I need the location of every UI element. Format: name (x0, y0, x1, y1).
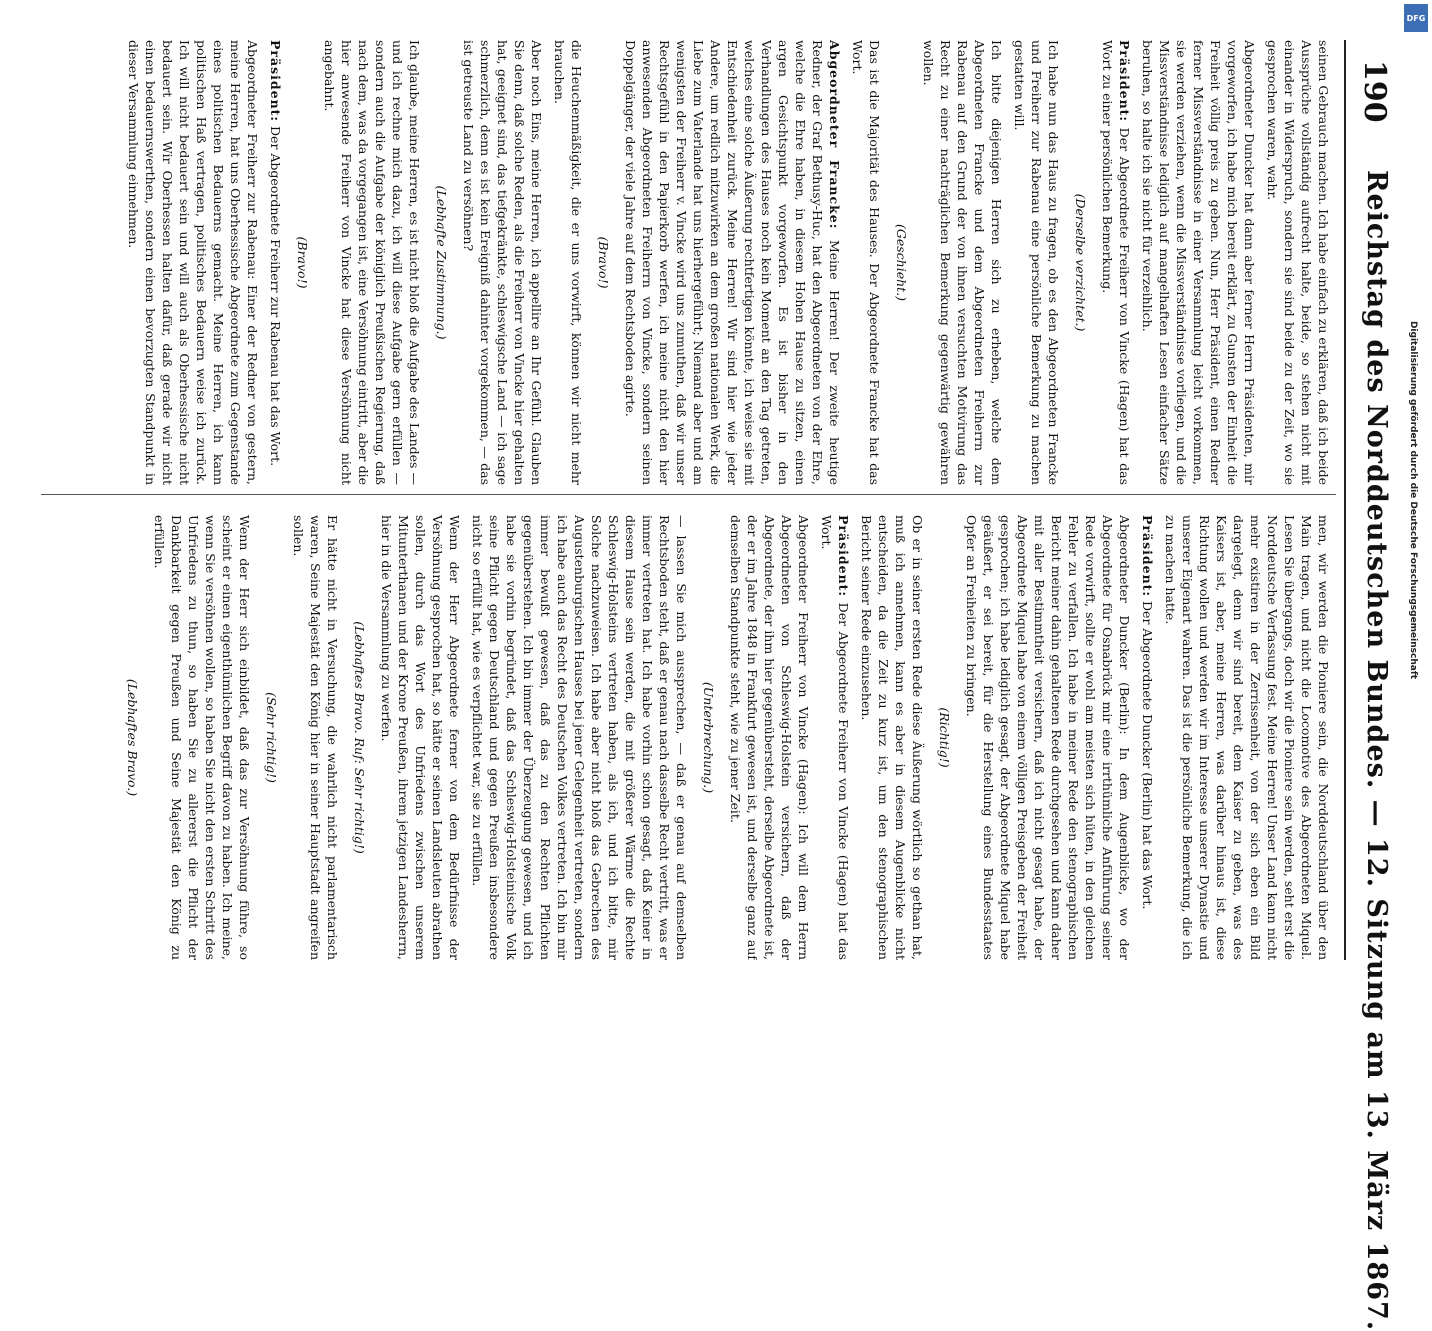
speech-paragraph (1099, 40, 1133, 485)
speech-paragraph (1139, 515, 1156, 960)
header-rule (1344, 40, 1346, 960)
speaker-label: Präsident: (1140, 515, 1155, 598)
speaker-label: Präsident: (836, 515, 851, 598)
body-paragraph: Wenn der Herr sich einbildet, daß das zur Versöhnung führe, so scheint er einen eigenthümlichen Begriff davon zu haben. Ich meine, wenn Sie versöhnen wollen, so haben Sie nicht den ersten Schritt des Unfriedens zu thun, so haben Sie zu allererst die Pflicht der Dankbarkeit gegen Preußen und Seine Majestät den König zu erfüllen. (152, 515, 252, 960)
stage-direction: (Lebhaftes Bravo. Ruf: Sehr richtig!) (352, 621, 367, 854)
body-paragraph: Abgeordneter Freiherr zur Rabenau: Einer der Redner von gestern, meine Herren, hat uns Oberhessische Abgeordnete zum Gegenstande eines politischen Bedauerns gemacht. Meine Herren, ich kann politischen Haß vertragen, politisches Bedauern weise ich zurück. Ich will nicht bedauert sein und will auch als Oberhessische nicht bedauert sein. Wir Oberhessen halten dafür, daß gerade wir nicht einen bedauernswerthen, sondern einen bevorzugten Standpunkt in dieser Versammlung einnehmen. (126, 40, 260, 485)
body-paragraph: Ich habe nun das Haus zu fragen, ob es den Abgeordneten Francke und Freiherr zur Rabenau eine persönliche Bemerkung zu machen gestatten will. (1012, 40, 1061, 485)
stage-direction: (Richtig!) (937, 707, 952, 768)
right-column (42, 515, 1332, 960)
left-column (42, 40, 1332, 485)
running-title: Reichstag des Norddeutschen Bundes. — 12. Sitzung am 13. März 1867. (1361, 170, 1392, 1331)
body-paragraph: Das ist die Majorität des Hauses. Der Abgeordnete Francke hat das Wort. (850, 40, 882, 485)
body-paragraph: Abgeordneter Duncker (Berlin): In dem Augenblicke, wo der Abgeordnete für Osnabrück mir eine irrthümliche Anführung seiner Rede vorwirft, sollte er wohl am meisten sich hüten, in den gleichen Fehler zu verfallen. Ich habe in meiner Rede den stenographischen Bericht meiner dahin gehaltenen Rede durchgesehen und kann daher mit aller Bestimmtheit versichern, daß ich nicht gesagt habe, der Abgeordnete Miquel habe von einem völligen Preisgeben der Freiheit gesprochen; ich habe lediglich gesagt, der Abgeordnete Miquel habe geäußert, er sei bereit, für die Herstellung eines Bundesstaates Opfer an Freiheiten zu bringen. (964, 515, 1132, 960)
stage-direction: (Lebhaftes Bravo.) (125, 678, 140, 797)
body-paragraph: Er hätte nicht in Versuchung, die wahrlich nicht parlamentarisch waren, Seine Majestät den König hier in seiner Hauptstadt angreifen sollen. (291, 515, 340, 960)
speech-text: Der Abgeordnete Freiherr zur Rabenau hat das Wort. (268, 126, 283, 467)
speech-text: Der Abgeordnete Freiherr von Vincke (Hagen) hat das Wort. (819, 515, 851, 960)
body-paragraph: Ob er in seiner ersten Rede diese Äußerung wörtlich so gethan hat, muß ich annehmen, kann es aber in diesem Augenblicke nicht entscheiden, da die Zeit zu kurz ist, um den stenographischen Bericht seiner Rede einzusehen. (859, 515, 925, 960)
stage-direction: (Geschieht.) (894, 223, 909, 302)
body-paragraph: die Heuchenmäßigkeit, die er uns vorwirft, können wir nicht mehr brauchen. (552, 40, 584, 485)
stage-direction: (Sehr richtig!) (264, 692, 279, 783)
speech-paragraph (622, 40, 843, 485)
page-number: 190 (1357, 60, 1392, 123)
speech-paragraph (267, 40, 284, 485)
body-paragraph: men, wir werden die Pioniere sein, die Norddeutschland über den Main tragen, und nicht die Locomotive des Abgeordneten Miquel. Lesen Sie übergangs, doch wir die Pioniere sein werden, seht erst die Norddeutsche Verfassung fest. Meine Herren! Unser Land kann nicht mehr existiren in der Zerrissenheit, von der sich eben ein Bild dargelegt, denn wir sind bereit, dem Kaiser zu geben, was des Kaisers ist, aber, meine Herren, was darüber hinaus ist, diese Richtung wollen und werden wir im Interesse unserer Dynastie und unserer Eigenart wahren. Das ist die persönliche Bemerkung, die ich zu machen hatte. (1163, 515, 1331, 960)
body-paragraph: Aber noch Eins, meine Herren, ich appellire an Ihr Gefühl. Glauben Sie denn, daß solche Reden, als die Freiherr von Vincke hier gehalten hat, geeignet sind, das tiefgekränkte, schleswigsche Land — ich sage schmerzlich, denn es ist kein Ereigniß dahinter vorgekommen, — das ist getreuste Land zu versöhnen? (461, 40, 544, 485)
document-page (26, 20, 1406, 1331)
dfg-logo: DFG (1404, 4, 1428, 32)
speech-text: Meine Herren! Der zweite heutige Redner, der Graf Bethusy-Huc, hat den Abgeordneten von der Ehre, welche die Ehre haben, in diesem Hohen Hause zu sitzen, einen argen Gesichtspunkt vorgeworfen. Es ist bisher in den Verhandlungen des Hauses noch kein Moment an den Tag getreten, welches eine solche Äußerung rechtfertigen könnte, ich weise sie mit Entschiedenheit zurück. Meine Herren! Wir sind hier wie jeder Andere, um redlich mitzuwirken an dem großen nationalen Werk, die Liebe zum Vaterlande hat uns hierhergeführt; Niemand aber und am wenigsten der Freiherr v. Vincke wird uns zumuthen, daß wir unser Rechtsgefühl in den Papierkorb werfen, ich meine nicht den hier anwesenden Abgeordneten Freiherrn von Vincke, sondern seinen Doppelgänger, der viele Jahre auf dem Rechtsboden agirte. (623, 40, 842, 485)
stage-direction: (Derselbe verzichtet.) (1073, 193, 1088, 332)
speech-text: Der Abgeordnete Freiherr von Vincke (Hagen) hat das Wort zu einer persönlichen Bemerkung. (1100, 40, 1132, 485)
body-paragraph: Wenn der Herr Abgeordnete ferner von dem Bedürfnisse der Versöhnung gesprochen hat, so hätte er seinen Landsleuten abrathen sollen, durch das Wort des Unfriedens zwischen unserem Mitunterthanen und der Krone Preußen, ihrem jetzigen Landesherrn, hier in die Versammlung zu werfen. (379, 515, 462, 960)
stage-direction: (Bravo!) (596, 236, 611, 289)
speech-paragraph (818, 515, 852, 960)
stage-direction: (Unterbrechung.) (701, 681, 716, 794)
page-header (1346, 20, 1406, 1331)
body-paragraph: Abgeordneter Duncker hat dann aber ferner Herrn Präsidenten, mir vorgeworfen, ich habe mich bereit erklärt, zu Gunsten der Einheit die Freiheit völlig preis zu geben. Nun, Herr Präsident, einen Redner ferner Missverständnisse in einer Versammlung leicht vorkommen, sie werden verziehen, wenn die Missverständnisse vorliegen, und die Missverständnisse lediglich auf mangelhaften Lesen einfacher Sätze beruhen, so halte ich sie nicht für verzeihlich. (1140, 40, 1257, 485)
body-paragraph: Ich bitte diejenigen Herren sich zu erheben, welche dem Abgeordneten Francke und dem Abgeordneten Freiherrn zur Rabenau auf den Grund der von ihnen versuchten Motivirung das Recht zu einer nachträglichen Bemerkung gegenwärtig gewähren wollen. (921, 40, 1004, 485)
speech-text: Der Abgeordnete Duncker (Berlin) hat das Wort. (1140, 601, 1155, 910)
speaker-label: Präsident: (1117, 40, 1132, 123)
body-paragraph: seinen Gebrauch machen. Ich habe einfach zu erklären, daß ich beide Aussprüche vollständig aufrecht halte, beide, so stehen nicht mit einander in Widerspruch, sondern sie sind beide zu der Zeit, wo sie gesprochen waren, wahr. (1265, 40, 1331, 485)
funding-note: Digitalisierung gefördert durch die Deutsche Forschungsgemeinschaft (1408, 320, 1418, 680)
body-paragraph: Abgeordneter Freiherr von Vincke (Hagen): Ich will dem Herrn Abgeordneten von Schleswig-Holstein versichern, daß der Abgeordnete, der ihm hier gegenübersteht, derselbe Abgeordnete ist, der er im Jahre 1848 in Frankfurt gewesen ist, und derselbe ganz auf demselben Standpunkte steht, wie zu jener Zeit. (728, 515, 811, 960)
column-separator (41, 494, 1336, 495)
stage-direction: (Bravo!) (295, 236, 310, 289)
stage-direction: (Lebhafte Zustimmung.) (434, 185, 449, 340)
body-paragraph: — lassen Sie mich aussprechen, — daß er genau auf demselben Rechtsboden steht, daß er genau nach dasselbe Recht vertritt, was er immer vertreten hat. Ich habe vorhin schon gesagt, daß Keiner in diesem Hause sein werden, die mit größerer Wärme die Rechte Schleswig-Holsteins vertreten haben, als ich, und ich bitte, mir Solche nachzuweisen. Ich habe aber nicht bloß das Gebrechen des Augustenburgischen Hauses bei jener Gelegenheit vertreten, sondern ich habe auch das Recht des Deutschen Volkes vertreten. Ich bin mir immer bewußt gewesen, daß das zu den Rechten Pflichten gegenüberstehen. Ich bin immer der Überzeugung gewesen, und ich habe sie vorhin begründet, daß das Schleswig-Holsteinische Volk seine Pflicht gegen Deutschland und gegen Preußen insbesondere nicht so erfüllt hat, wie es verpflichtet war, sie zu erfüllen. (470, 515, 689, 960)
body-paragraph: Ich glaube, meine Herren, es ist nicht bloß die Aufgabe des Landes — und ich rechne mich dazu, ich will diese Aufgabe gern erfüllen — sondern auch die Aufgabe der königlich Preußischen Regierung, daß nach dem, was da vorgegangen ist, eine Versöhnung eintritt, aber die hier anwesende Freiherr von Vincke hat diese Versöhnung nicht angebahnt. (322, 40, 422, 485)
speaker-label: Präsident: (268, 40, 283, 123)
speaker-label: Abgeordneter Francke: (827, 40, 842, 230)
